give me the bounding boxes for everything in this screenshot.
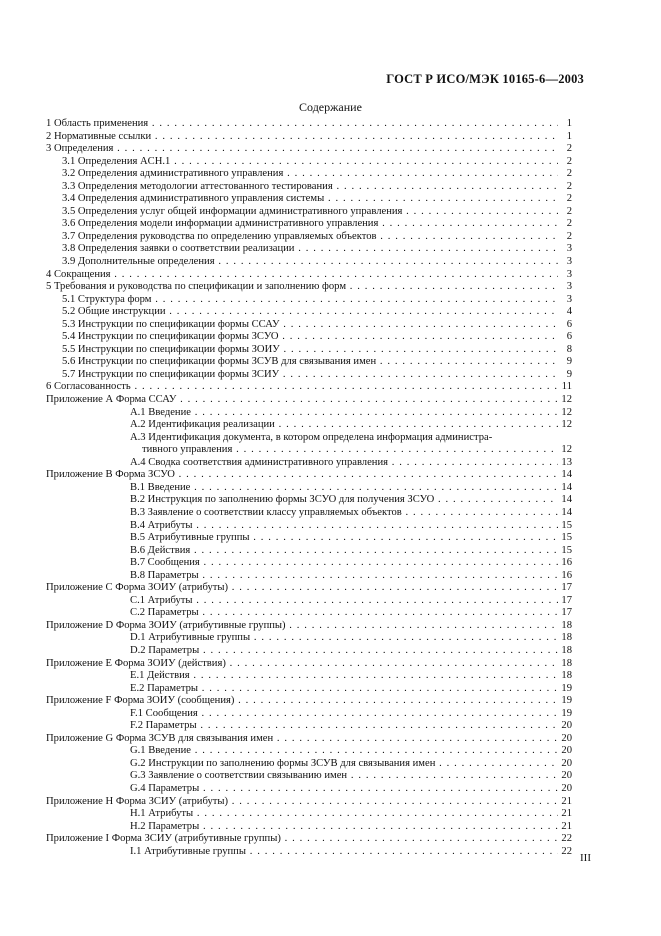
toc-title: Содержание — [299, 100, 362, 114]
toc-entry-text: Структура форм — [77, 293, 152, 305]
toc-entry-text: Форма ЗОИУ (атрибуты) — [115, 582, 229, 594]
toc-entry-text: Инструкции по спецификации формы ЗСУО — [77, 331, 279, 343]
table-of-contents — [46, 118, 572, 858]
toc-entry-page: 15 — [558, 545, 572, 558]
toc-entry-label — [46, 545, 558, 558]
toc-entry-text: Форма ЗСУО — [115, 469, 175, 481]
toc-entry[interactable] — [46, 770, 572, 783]
toc-entry-number: D.1 — [130, 632, 146, 644]
toc-entry-number: 5.4 — [62, 331, 76, 343]
toc-entry[interactable] — [46, 482, 572, 495]
toc-entry[interactable] — [46, 720, 572, 733]
toc-entry-page: 17 — [558, 582, 572, 595]
toc-entry-text: Действия — [147, 544, 191, 556]
toc-entry[interactable] — [46, 118, 572, 131]
toc-entry-label — [46, 419, 558, 432]
page-number: III — [580, 852, 591, 864]
toc-entry-number: Приложение F — [46, 695, 112, 707]
toc-entry-page: 17 — [558, 595, 572, 608]
toc-entry-number: A.1 — [130, 406, 146, 418]
toc-entry-number: B.8 — [130, 569, 146, 581]
toc-entry-number: Приложение Н — [46, 795, 114, 807]
toc-entry-page: 2 — [564, 206, 572, 219]
toc-entry[interactable] — [46, 131, 572, 144]
toc-entry[interactable] — [46, 783, 572, 796]
toc-entry-page: 3 — [564, 281, 572, 294]
toc-entry-label — [46, 695, 558, 708]
toc-entry-number: B.7 — [130, 557, 146, 569]
toc-entry-text: Атрибуты — [147, 594, 193, 606]
toc-entry-text: Параметры — [147, 607, 199, 619]
toc-entry-page: 2 — [564, 143, 572, 156]
toc-entry[interactable] — [46, 231, 572, 244]
toc-entry-number: A.4 — [130, 456, 146, 468]
toc-entry-text: Инструкции по спецификации формы ССАУ — [77, 318, 280, 330]
toc-entry-label — [46, 306, 558, 319]
toc-entry-page: 20 — [558, 733, 572, 746]
toc-entry-text: Форма ЗСИУ (атрибуты) — [115, 795, 229, 807]
toc-entry-label — [46, 645, 558, 658]
toc-entry-text: Сообщения — [147, 557, 200, 569]
toc-entry-text: Сводка соответствия административного управления — [148, 456, 389, 468]
toc-entry[interactable] — [46, 833, 572, 846]
toc-entry[interactable] — [46, 143, 572, 156]
toc-entry-page: 20 — [558, 783, 572, 796]
toc-entry-page: 20 — [558, 770, 572, 783]
toc-entry-number: E.2 — [130, 682, 145, 694]
toc-entry[interactable] — [46, 733, 572, 746]
toc-entry-page: 3 — [564, 294, 572, 307]
toc-entry-page: 2 — [564, 168, 572, 181]
toc-entry-label — [46, 181, 558, 194]
toc-entry-page: 2 — [564, 218, 572, 231]
toc-entry-text: Параметры — [148, 820, 200, 832]
toc-entry-page: 3 — [564, 243, 572, 256]
toc-entry-label — [46, 520, 558, 533]
toc-entry-text: Форма ЗСУВ для связывания имен — [115, 732, 274, 744]
toc-entry[interactable] — [46, 507, 572, 520]
toc-entry-page: 9 — [564, 356, 572, 369]
toc-entry-label — [46, 344, 558, 357]
toc-entry-label — [46, 808, 558, 821]
toc-entry-label — [46, 494, 558, 507]
toc-entry-number: B.3 — [130, 506, 146, 518]
toc-entry-number: 1 — [46, 118, 52, 129]
toc-entry-page: 21 — [558, 821, 572, 834]
toc-entry[interactable] — [46, 632, 572, 645]
toc-entry-label — [46, 670, 558, 683]
toc-entry-text: Форма ЗСИУ (атрибутивные группы) — [111, 833, 281, 845]
toc-entry-number: 5.5 — [62, 343, 76, 355]
toc-entry[interactable] — [46, 243, 572, 256]
toc-entry-label — [46, 457, 558, 470]
document-standard-header: ГОСТ Р ИСО/МЭК 10165-6—2003 — [386, 72, 584, 86]
toc-entry-label — [46, 658, 558, 671]
toc-entry-number: 3.2 — [62, 168, 76, 180]
toc-entry[interactable] — [46, 708, 572, 721]
toc-entry-page: 9 — [564, 369, 572, 382]
toc-entry-page: 8 — [564, 344, 572, 357]
toc-entry-page: 6 — [564, 331, 572, 344]
toc-entry-text: Идентификация реализации — [148, 419, 275, 431]
toc-entry-page: 20 — [558, 745, 572, 758]
toc-entry-number: B.4 — [130, 519, 146, 531]
toc-entry-page: 18 — [558, 658, 572, 671]
toc-entry-number: 3.6 — [62, 218, 76, 230]
toc-entry-label — [46, 620, 558, 633]
toc-entry-label — [46, 482, 558, 495]
toc-entry-label — [46, 708, 558, 721]
toc-entry-text: Атрибутивные группы — [144, 845, 246, 857]
toc-entry[interactable] — [46, 595, 572, 608]
toc-entry-text: Определения заявки о соответствии реализации — [77, 243, 295, 255]
toc-entry-page: 4 — [564, 306, 572, 319]
toc-entry-text: Введение — [148, 745, 191, 757]
toc-entry-number: G.1 — [130, 745, 146, 757]
toc-entry[interactable] — [46, 218, 572, 231]
toc-entry-page: 19 — [558, 683, 572, 696]
toc-entry-label — [46, 168, 558, 181]
toc-entry[interactable] — [46, 695, 572, 708]
toc-entry-label — [46, 269, 558, 282]
toc-entry-text: Инструкции по заполнению формы ЗСУВ для связывания имен — [148, 757, 436, 769]
toc-entry-page: 14 — [558, 494, 572, 507]
toc-entry-number: Приложение Е — [46, 657, 112, 669]
toc-entry-text: Действия — [147, 670, 190, 682]
toc-entry[interactable] — [46, 344, 572, 357]
toc-entry-label — [46, 846, 558, 859]
toc-entry[interactable] — [46, 469, 572, 482]
toc-entry-page: 3 — [564, 269, 572, 282]
toc-entry[interactable] — [46, 821, 572, 834]
toc-entry-page: 20 — [558, 758, 572, 771]
toc-entry-number: A.2 — [130, 419, 146, 431]
toc-entry-text: Общие инструкции — [77, 306, 166, 318]
toc-entry[interactable] — [46, 658, 572, 671]
toc-entry-number: I.1 — [130, 845, 142, 857]
toc-entry[interactable] — [46, 557, 572, 570]
toc-entry-label — [46, 444, 558, 457]
toc-entry-page: 18 — [558, 620, 572, 633]
toc-entry-number: 5.2 — [62, 306, 76, 318]
toc-entry-number: 3.7 — [62, 230, 76, 242]
toc-entry-page: 2 — [564, 231, 572, 244]
toc-entry-number: F.1 — [130, 707, 143, 719]
toc-entry[interactable] — [46, 758, 572, 771]
toc-entry-label — [46, 356, 558, 369]
toc-entry-label — [46, 369, 558, 382]
toc-entry-label — [46, 796, 558, 809]
toc-entry-label — [46, 294, 558, 307]
toc-entry-page: 15 — [558, 520, 572, 533]
toc-entry-text: Форма ЗОИУ (действия) — [114, 657, 226, 669]
toc-entry-label — [46, 131, 558, 144]
toc-entry-text: Требования и руководства по спецификации и заполнению форм — [53, 281, 347, 293]
toc-entry-number: H.1 — [130, 808, 146, 820]
toc-entry-text: Заявление о соответствии связыванию имен — [148, 770, 348, 782]
toc-entry-number: G.3 — [130, 770, 146, 782]
toc-entry-text: Согласованность — [53, 381, 131, 393]
toc-entry-text: Определения — [53, 143, 114, 155]
toc-entry-number: G.4 — [130, 782, 146, 794]
toc-entry-text: Идентификация документа, в котором определена информация администра- — [148, 431, 493, 443]
toc-entry-text: Определения услуг общей информации административного управления — [77, 205, 403, 217]
toc-entry-page: 15 — [558, 532, 572, 545]
toc-entry[interactable] — [46, 394, 572, 407]
toc-entry[interactable] — [46, 683, 572, 696]
toc-entry-text: Инструкции по спецификации формы ЗОИУ — [77, 343, 280, 355]
toc-entry-text: тивного управления — [142, 444, 233, 456]
toc-entry-label — [46, 595, 558, 608]
toc-entry-number: 3.1 — [62, 155, 76, 167]
toc-entry[interactable] — [46, 846, 572, 859]
toc-entry-page: 18 — [558, 670, 572, 683]
toc-entry-label — [46, 783, 558, 796]
toc-entry-text: Введение — [147, 481, 191, 493]
toc-entry-page: 12 — [558, 394, 572, 407]
toc-entry-text: Определения административного управления системы — [77, 193, 325, 205]
toc-entry-text: Дополнительные определения — [77, 256, 215, 268]
toc-entry[interactable] — [46, 520, 572, 533]
toc-entry-number: Приложение D — [46, 619, 114, 631]
toc-entry[interactable] — [46, 168, 572, 181]
toc-entry-text: Форма ССАУ — [115, 394, 177, 406]
toc-entry[interactable] — [46, 582, 572, 595]
toc-entry[interactable] — [46, 256, 572, 269]
toc-entry-label — [46, 281, 558, 294]
toc-entry-label — [46, 632, 558, 645]
toc-entry-text: Сокращения — [53, 268, 111, 280]
toc-entry-text: Атрибутивные группы — [148, 632, 251, 644]
toc-entry-page: 19 — [558, 708, 572, 721]
toc-entry-number: 3.9 — [62, 256, 76, 268]
toc-entry-label — [46, 570, 558, 583]
toc-entry-number: G.2 — [130, 757, 146, 769]
toc-entry-label — [46, 118, 558, 131]
toc-entry[interactable] — [46, 331, 572, 344]
toc-entry[interactable] — [46, 796, 572, 809]
toc-entry-label — [46, 582, 558, 595]
toc-entry-text: Инструкция по заполнению формы ЗСУО для получения ЗСУО — [147, 494, 435, 506]
toc-entry-text: Параметры — [147, 569, 199, 581]
toc-entry-page: 19 — [558, 695, 572, 708]
toc-entry-label — [46, 607, 558, 620]
toc-entry-page: 12 — [558, 419, 572, 432]
toc-entry[interactable] — [46, 745, 572, 758]
toc-entry[interactable] — [46, 369, 572, 382]
toc-entry-label — [46, 143, 558, 156]
toc-entry-number: 3 — [46, 143, 52, 155]
toc-entry-number: 6 — [46, 381, 52, 393]
toc-entry-number: 3.5 — [62, 205, 76, 217]
toc-entry-page: 22 — [558, 846, 572, 859]
toc-entry-page: 16 — [558, 570, 572, 583]
toc-entry[interactable] — [46, 156, 572, 169]
toc-entry-text: Определения административного управления — [77, 168, 284, 180]
toc-entry-label — [46, 532, 558, 545]
toc-entry[interactable] — [46, 356, 572, 369]
toc-entry-label — [46, 469, 558, 482]
toc-entry[interactable] — [46, 620, 572, 633]
toc-entry-number: B.6 — [130, 544, 146, 556]
toc-entry-page: 12 — [558, 407, 572, 420]
toc-entry-text: Нормативные ссылки — [53, 130, 152, 142]
toc-entry-text: Инструкции по спецификации формы ЗСУВ для связывания имен — [77, 356, 377, 368]
toc-entry-page: 21 — [558, 796, 572, 809]
toc-entry[interactable] — [46, 319, 572, 332]
toc-entry-page: 14 — [558, 507, 572, 520]
toc-entry-page: 14 — [558, 469, 572, 482]
toc-entry-page: 11 — [559, 381, 572, 394]
toc-entry-number: 3.4 — [62, 193, 76, 205]
toc-entry-page: 2 — [564, 181, 572, 194]
toc-entry[interactable] — [46, 494, 572, 507]
toc-entry-number: 5.7 — [62, 368, 76, 380]
toc-entry-text: Форма ЗОИУ (сообщения) — [114, 695, 235, 707]
toc-entry-page: 21 — [558, 808, 572, 821]
toc-entry-number: C.1 — [130, 594, 146, 606]
toc-entry-number: Приложение В — [46, 469, 113, 481]
toc-entry-label — [46, 733, 558, 746]
toc-entry[interactable] — [46, 181, 572, 194]
toc-entry-label — [46, 683, 558, 696]
toc-entry-page: 3 — [564, 256, 572, 269]
toc-entry-text: Инструкции по спецификации формы ЗСИУ — [77, 368, 280, 380]
toc-entry-number: D.2 — [130, 644, 146, 656]
toc-entry-text: Атрибутивные группы — [147, 532, 250, 544]
toc-entry-page: 6 — [564, 319, 572, 332]
toc-entry-text: Область применения — [53, 118, 149, 129]
toc-entry-page: 16 — [558, 557, 572, 570]
toc-entry-page: 20 — [558, 720, 572, 733]
toc-entry-number: Приложение А — [46, 394, 114, 406]
toc-entry[interactable] — [46, 381, 572, 394]
toc-entry-label — [46, 770, 558, 783]
toc-entry-label — [46, 193, 558, 206]
toc-entry-number: Приложение G — [46, 732, 114, 744]
toc-entry-page: 2 — [564, 193, 572, 206]
toc-entry-label — [46, 256, 558, 269]
toc-entry-label — [46, 745, 558, 758]
toc-entry-number: 5 — [46, 281, 52, 293]
toc-entry-page: 18 — [558, 632, 572, 645]
toc-entry-text: Заявление о соответствии классу управляемых объектов — [147, 506, 402, 518]
toc-entry-text: Атрибуты — [147, 519, 193, 531]
toc-entry-label — [46, 394, 558, 407]
toc-entry-number: H.2 — [130, 820, 146, 832]
toc-entry-label — [46, 720, 558, 733]
toc-entry-label — [46, 507, 558, 520]
toc-entry-text: Определения ACH.1 — [77, 155, 171, 167]
toc-entry[interactable] — [46, 607, 572, 620]
toc-entry-page: 2 — [564, 156, 572, 169]
toc-entry[interactable] — [46, 281, 572, 294]
toc-entry-label — [46, 156, 558, 169]
toc-entry-number: B.1 — [130, 481, 146, 493]
toc-entry[interactable] — [46, 193, 572, 206]
toc-entry-text: Определения методологии аттестованного тестирования — [77, 180, 333, 192]
toc-entry-number: B.2 — [130, 494, 146, 506]
toc-entry[interactable] — [46, 570, 572, 583]
toc-entry-number: A.3 — [130, 431, 146, 443]
toc-entry-page: 12 — [558, 444, 572, 457]
toc-entry[interactable] — [46, 532, 572, 545]
toc-entry-number: 4 — [46, 268, 52, 280]
toc-entry[interactable] — [46, 808, 572, 821]
toc-entry-number: 3.8 — [62, 243, 76, 255]
toc-entry-label — [46, 206, 558, 219]
toc-entry-number: B.5 — [130, 532, 146, 544]
toc-entry-label — [46, 407, 558, 420]
toc-entry-text: Параметры — [148, 644, 200, 656]
toc-entry[interactable] — [46, 206, 572, 219]
toc-entry[interactable] — [46, 545, 572, 558]
toc-entry-label — [46, 557, 558, 570]
toc-entry-label — [46, 218, 558, 231]
toc-entry-page: 1 — [564, 118, 572, 131]
toc-entry-label — [46, 833, 558, 846]
toc-entry-number: 5.3 — [62, 318, 76, 330]
toc-entry-text: Определения модели информации административного управления — [77, 218, 379, 230]
toc-entry-page: 1 — [564, 131, 572, 144]
toc-entry-number: 5.1 — [62, 293, 76, 305]
toc-entry[interactable] — [46, 407, 572, 420]
toc-entry-text: Форма ЗОИУ (атрибутивные группы) — [115, 619, 286, 631]
toc-entry[interactable] — [46, 419, 572, 432]
toc-entry-number: Приложение С — [46, 582, 113, 594]
toc-entry-page: 13 — [558, 457, 572, 470]
toc-entry-page: 14 — [558, 482, 572, 495]
toc-entry-label — [46, 243, 558, 256]
toc-entry-page: 18 — [558, 645, 572, 658]
toc-entry[interactable] — [46, 269, 572, 282]
toc-entry-text: Введение — [148, 406, 191, 418]
toc-entry[interactable] — [46, 645, 572, 658]
toc-entry-text: Определения руководства по определению управляемых объектов — [77, 230, 377, 242]
toc-entry-text: Параметры — [145, 720, 197, 732]
toc-entry[interactable] — [46, 432, 572, 445]
toc-entry-text: Параметры — [148, 782, 200, 794]
toc-entry-label — [46, 381, 558, 394]
toc-entry-page: 22 — [558, 833, 572, 846]
toc-entry[interactable] — [46, 457, 572, 470]
toc-entry-label — [46, 432, 558, 445]
toc-entry[interactable] — [46, 444, 572, 457]
toc-entry-text: Параметры — [147, 682, 199, 694]
toc-entry-number: 3.3 — [62, 180, 76, 192]
toc-entry-number: 2 — [46, 130, 52, 142]
toc-entry[interactable] — [46, 306, 572, 319]
toc-entry[interactable] — [46, 294, 572, 307]
toc-entry-label — [46, 319, 558, 332]
toc-entry-number: Приложение I — [46, 833, 110, 845]
toc-entry[interactable] — [46, 670, 572, 683]
toc-entry-label — [46, 821, 558, 834]
toc-entry-label — [46, 758, 558, 771]
toc-entry-text: Атрибуты — [148, 808, 194, 820]
toc-entry-page: 17 — [558, 607, 572, 620]
toc-entry-number: C.2 — [130, 607, 146, 619]
toc-entry-label — [46, 231, 558, 244]
toc-entry-label — [46, 331, 558, 344]
toc-entry-number: 5.6 — [62, 356, 76, 368]
toc-entry-number: E.1 — [130, 670, 145, 682]
toc-entry-number: F.2 — [130, 720, 143, 732]
toc-entry-text: Сообщения — [145, 707, 198, 719]
